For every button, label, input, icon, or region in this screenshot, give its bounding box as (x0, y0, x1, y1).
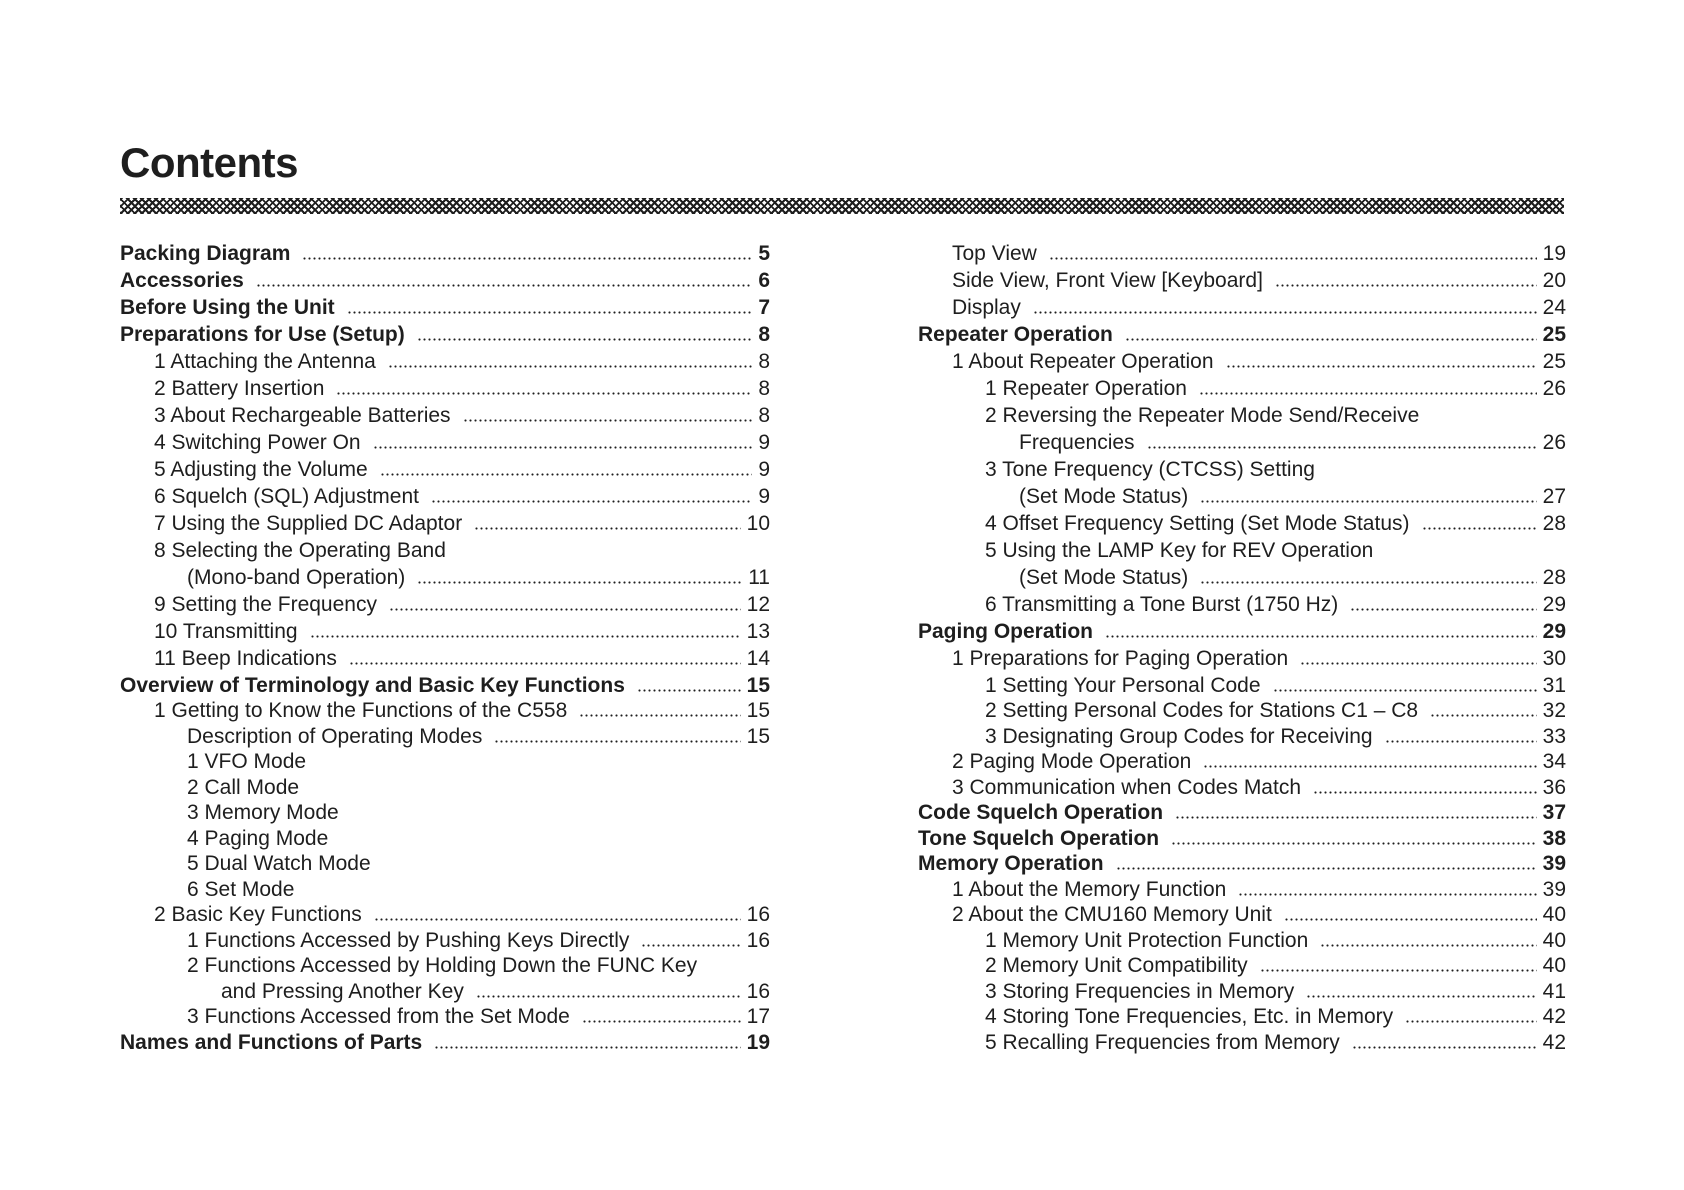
toc-entry-page: 16 (746, 980, 770, 1003)
toc-entry-label: 4 Paging Mode (187, 827, 329, 850)
dot-leader (641, 944, 740, 947)
toc-entry (120, 567, 770, 588)
toc-entry (918, 567, 1566, 588)
toc-entry (918, 648, 1566, 669)
toc-entry (120, 621, 770, 642)
dot-leader (637, 689, 741, 692)
dot-leader (1147, 446, 1537, 449)
toc-entry-page: 16 (746, 929, 770, 952)
toc-entry (918, 297, 1566, 318)
toc-entry-label: 1 Preparations for Paging Operation (952, 647, 1289, 670)
toc-entry (918, 1006, 1566, 1027)
dot-leader (1350, 608, 1536, 611)
toc-entry-page: 15 (746, 725, 770, 748)
toc-section-entry (120, 243, 770, 264)
toc-entry-label: 3 Tone Frequency (CTCSS) Setting (985, 458, 1315, 481)
toc-entry-label: 2 Memory Unit Compatibility (985, 954, 1248, 977)
dot-leader (1199, 392, 1537, 395)
toc-entry-page: 26 (1542, 377, 1566, 400)
toc-entry-page: 40 (1542, 903, 1566, 926)
toc-entry (918, 726, 1566, 747)
toc-entry-label: 2 About the CMU160 Memory Unit (952, 903, 1272, 926)
toc-entry-page: 34 (1542, 750, 1566, 773)
toc-entry-label: Packing Diagram (120, 242, 291, 265)
toc-entry-label: 3 Memory Mode (187, 801, 339, 824)
toc-entry-label: 2 Basic Key Functions (154, 903, 362, 926)
dot-leader (434, 1046, 740, 1049)
toc-entry (918, 405, 1566, 426)
toc-entry-page: 10 (746, 512, 770, 535)
toc-entry-label: 5 Dual Watch Mode (187, 852, 371, 875)
toc-entry-label: 1 Attaching the Antenna (154, 350, 376, 373)
dot-leader (1238, 893, 1536, 896)
toc-entry (918, 777, 1566, 798)
toc-entry (918, 243, 1566, 264)
toc-entry-label: Preparations for Use (Setup) (120, 323, 405, 346)
toc-entry-page: 9 (758, 458, 770, 481)
toc-entry-page: 11 (748, 566, 770, 589)
toc-section-entry (120, 675, 770, 696)
toc-section-entry (120, 270, 770, 291)
toc-entry-page: 6 (758, 269, 770, 292)
toc-entry-page: 39 (1542, 852, 1566, 875)
toc-section-entry (120, 1032, 770, 1053)
toc-entry-label: 7 Using the Supplied DC Adaptor (154, 512, 463, 535)
dot-leader (1385, 740, 1537, 743)
toc-entry-page: 37 (1542, 801, 1566, 824)
toc-entry-page: 19 (1542, 242, 1566, 265)
toc-entry-label: (Set Mode Status) (1019, 566, 1189, 589)
toc-entry-label: Description of Operating Modes (187, 725, 483, 748)
toc-entry-label: Top View (952, 242, 1037, 265)
dot-leader (373, 446, 753, 449)
dot-leader (349, 662, 741, 665)
toc-entry-label: Frequencies (1019, 431, 1135, 454)
toc-entry-label: 2 Call Mode (187, 776, 300, 799)
dot-leader (1105, 635, 1537, 638)
toc-entry-label: 11 Beep Indications (154, 647, 337, 670)
toc-entry-label: (Mono-band Operation) (187, 566, 406, 589)
toc-entry-label: 6 Transmitting a Tone Burst (1750 Hz) (985, 593, 1339, 616)
toc-entry-page: 31 (1542, 674, 1566, 697)
toc-entry-page: 26 (1542, 431, 1566, 454)
toc-section-entry (918, 853, 1566, 874)
toc-entry-page: 42 (1542, 1005, 1566, 1028)
toc-entry (918, 594, 1566, 615)
toc-entry (120, 879, 770, 900)
toc-entry-page: 24 (1542, 296, 1566, 319)
dot-leader (1171, 842, 1537, 845)
toc-entry (918, 486, 1566, 507)
toc-entry (120, 432, 770, 453)
toc-entry (918, 700, 1566, 721)
dot-leader (1033, 311, 1537, 314)
toc-entry-page: 28 (1542, 512, 1566, 535)
toc-entry (120, 751, 770, 772)
toc-entry-page: 40 (1542, 929, 1566, 952)
toc-entry-label: 1 VFO Mode (187, 750, 307, 773)
toc-entry-label: 3 Storing Frequencies in Memory (985, 980, 1295, 1003)
toc-section-entry (918, 324, 1566, 345)
toc-entry-page: 36 (1542, 776, 1566, 799)
toc-entry (120, 777, 770, 798)
toc-entry-label: 3 About Rechargeable Batteries (154, 404, 451, 427)
dot-leader (431, 500, 752, 503)
toc-entry-label: 5 Adjusting the Volume (154, 458, 368, 481)
toc-entry (120, 955, 770, 976)
dot-leader (1405, 1020, 1537, 1023)
toc-entry-page: 13 (746, 620, 770, 643)
dot-leader (336, 392, 752, 395)
toc-entry-label: 8 Selecting the Operating Band (154, 539, 446, 562)
dot-leader (1273, 689, 1537, 692)
dot-leader (310, 635, 741, 638)
toc-entry (918, 904, 1566, 925)
toc-entry-label: 3 Communication when Codes Match (952, 776, 1302, 799)
toc-entry-page: 16 (746, 903, 770, 926)
dot-leader (374, 918, 741, 921)
toc-entry (918, 879, 1566, 900)
toc-entry (120, 540, 770, 561)
toc-entry (120, 828, 770, 849)
toc-entry-label: Side View, Front View [Keyboard] (952, 269, 1263, 292)
toc-entry-label: Memory Operation (918, 852, 1104, 875)
toc-entry-page: 32 (1542, 699, 1566, 722)
toc-entry (120, 459, 770, 480)
toc-entry-label: Accessories (120, 269, 244, 292)
toc-entry-label: 2 Functions Accessed by Holding Down the FUNC Key (187, 954, 698, 977)
toc-entry (918, 351, 1566, 372)
toc-entry (918, 981, 1566, 1002)
dot-leader (1313, 791, 1537, 794)
toc-entry-label: 1 Setting Your Personal Code (985, 674, 1261, 697)
dot-leader (1175, 816, 1537, 819)
toc-entry (120, 700, 770, 721)
toc-entry-page: 42 (1542, 1031, 1566, 1054)
toc-entry-page: 33 (1542, 725, 1566, 748)
dot-leader (380, 473, 753, 476)
toc-entry-page: 29 (1542, 593, 1566, 616)
toc-entry-label: (Set Mode Status) (1019, 485, 1189, 508)
toc-entry-page: 15 (746, 699, 770, 722)
toc-entry-label: 5 Using the LAMP Key for REV Operation (985, 539, 1374, 562)
toc-section-entry (120, 297, 770, 318)
toc-section-entry (918, 802, 1566, 823)
toc-entry-page: 7 (758, 296, 770, 319)
dot-leader (388, 365, 752, 368)
decorative-rule (120, 198, 1564, 214)
toc-entry (120, 513, 770, 534)
dot-leader (302, 257, 752, 260)
toc-entry-label: 3 Functions Accessed from the Set Mode (187, 1005, 570, 1028)
toc-entry (120, 378, 770, 399)
dot-leader (417, 581, 742, 584)
dot-leader (1200, 581, 1536, 584)
dot-leader (1049, 257, 1537, 260)
dot-leader (1116, 867, 1537, 870)
dot-leader (1430, 714, 1537, 717)
toc-entry (918, 513, 1566, 534)
toc-section-entry (918, 621, 1566, 642)
toc-entry-page: 27 (1542, 485, 1566, 508)
toc-entry-label: 4 Switching Power On (154, 431, 361, 454)
toc-entry (918, 751, 1566, 772)
toc-entry-page: 14 (746, 647, 770, 670)
toc-entry (120, 930, 770, 951)
dot-leader (1300, 662, 1536, 665)
toc-entry (918, 930, 1566, 951)
toc-entry-label: 3 Designating Group Codes for Receiving (985, 725, 1373, 748)
toc-entry-page: 25 (1542, 323, 1566, 346)
dot-leader (1306, 995, 1536, 998)
toc-entry-label: 9 Setting the Frequency (154, 593, 377, 616)
toc-entry-label: 2 Reversing the Repeater Mode Send/Receive (985, 404, 1420, 427)
toc-entry (120, 405, 770, 426)
toc-entry-page: 9 (758, 431, 770, 454)
toc-entry-label: 1 Getting to Know the Functions of the C558 (154, 699, 568, 722)
toc-entry-page: 20 (1542, 269, 1566, 292)
toc-entry (918, 540, 1566, 561)
dot-leader (474, 527, 740, 530)
toc-entry-page: 9 (758, 485, 770, 508)
toc-entry-page: 5 (758, 242, 770, 265)
dot-leader (1200, 500, 1536, 503)
dot-leader (1226, 365, 1537, 368)
toc-entry (918, 675, 1566, 696)
toc-entry-page: 39 (1542, 878, 1566, 901)
toc-entry (120, 802, 770, 823)
dot-leader (1352, 1046, 1537, 1049)
toc-section-entry (120, 324, 770, 345)
toc-entry-label: 4 Storing Tone Frequencies, Etc. in Memory (985, 1005, 1394, 1028)
toc-entry (918, 378, 1566, 399)
toc-entry-label: 2 Setting Personal Codes for Stations C1 – C8 (985, 699, 1419, 722)
dot-leader (463, 419, 753, 422)
toc-entry (120, 351, 770, 372)
toc-entry-page: 28 (1542, 566, 1566, 589)
toc-entry (120, 486, 770, 507)
dot-leader (1203, 765, 1536, 768)
toc-entry (918, 432, 1566, 453)
toc-entry-page: 8 (758, 377, 770, 400)
toc-entry-label: Code Squelch Operation (918, 801, 1164, 824)
toc-entry (120, 853, 770, 874)
dot-leader (347, 311, 753, 314)
toc-entry-page: 19 (746, 1031, 770, 1054)
toc-entry (120, 981, 770, 1002)
toc-entry-page: 12 (746, 593, 770, 616)
dot-leader (1284, 918, 1537, 921)
dot-leader (1422, 527, 1537, 530)
toc-entry-page: 8 (758, 404, 770, 427)
toc-entry-label: 6 Set Mode (187, 878, 295, 901)
toc-entry-label: Before Using the Unit (120, 296, 335, 319)
toc-entry-page: 41 (1542, 980, 1566, 1003)
toc-entry-label: 1 Repeater Operation (985, 377, 1187, 400)
dot-leader (494, 740, 740, 743)
toc-entry-label: and Pressing Another Key (221, 980, 464, 1003)
toc-entry (120, 904, 770, 925)
toc-entry-page: 40 (1542, 954, 1566, 977)
toc-entry-label: Names and Functions of Parts (120, 1031, 423, 1054)
toc-entry-label: Display (952, 296, 1021, 319)
toc-entry-label: 2 Battery Insertion (154, 377, 325, 400)
toc-entry-label: 10 Transmitting (154, 620, 298, 643)
toc-entry (120, 594, 770, 615)
dot-leader (1125, 338, 1537, 341)
toc-entry (918, 459, 1566, 480)
toc-entry-page: 38 (1542, 827, 1566, 850)
toc-entry-label: 6 Squelch (SQL) Adjustment (154, 485, 419, 508)
dot-leader (1320, 944, 1536, 947)
toc-entry-label: 4 Offset Frequency Setting (Set Mode Status) (985, 512, 1410, 535)
toc-entry-label: Repeater Operation (918, 323, 1113, 346)
toc-entry-label: 1 About the Memory Function (952, 878, 1227, 901)
toc-entry (120, 726, 770, 747)
dot-leader (476, 995, 741, 998)
dot-leader (1275, 284, 1537, 287)
toc-entry-page: 17 (746, 1005, 770, 1028)
toc-entry-page: 29 (1542, 620, 1566, 643)
toc-entry (120, 648, 770, 669)
toc-entry-label: 1 Functions Accessed by Pushing Keys Directly (187, 929, 630, 952)
toc-entry-label: Overview of Terminology and Basic Key Functions (120, 674, 625, 697)
toc-entry (120, 1006, 770, 1027)
page-title: Contents (120, 139, 298, 186)
dot-leader (1260, 969, 1537, 972)
toc-entry-page: 8 (758, 323, 770, 346)
toc-entry-page: 30 (1542, 647, 1566, 670)
toc-entry-label: 2 Paging Mode Operation (952, 750, 1192, 773)
toc-entry (918, 1032, 1566, 1053)
toc-entry-page: 25 (1542, 350, 1566, 373)
dot-leader (417, 338, 753, 341)
toc-entry-page: 8 (758, 350, 770, 373)
toc-entry-label: 5 Recalling Frequencies from Memory (985, 1031, 1340, 1054)
dot-leader (389, 608, 741, 611)
dot-leader (582, 1020, 741, 1023)
dot-leader (579, 714, 740, 717)
toc-entry (918, 955, 1566, 976)
dot-leader (256, 284, 753, 287)
toc-entry-label: Tone Squelch Operation (918, 827, 1160, 850)
toc-entry-label: 1 About Repeater Operation (952, 350, 1214, 373)
toc-section-entry (918, 828, 1566, 849)
toc-entry-label: Paging Operation (918, 620, 1094, 643)
toc-entry-page: 15 (746, 674, 770, 697)
toc-entry-label: 1 Memory Unit Protection Function (985, 929, 1309, 952)
toc-entry (918, 270, 1566, 291)
